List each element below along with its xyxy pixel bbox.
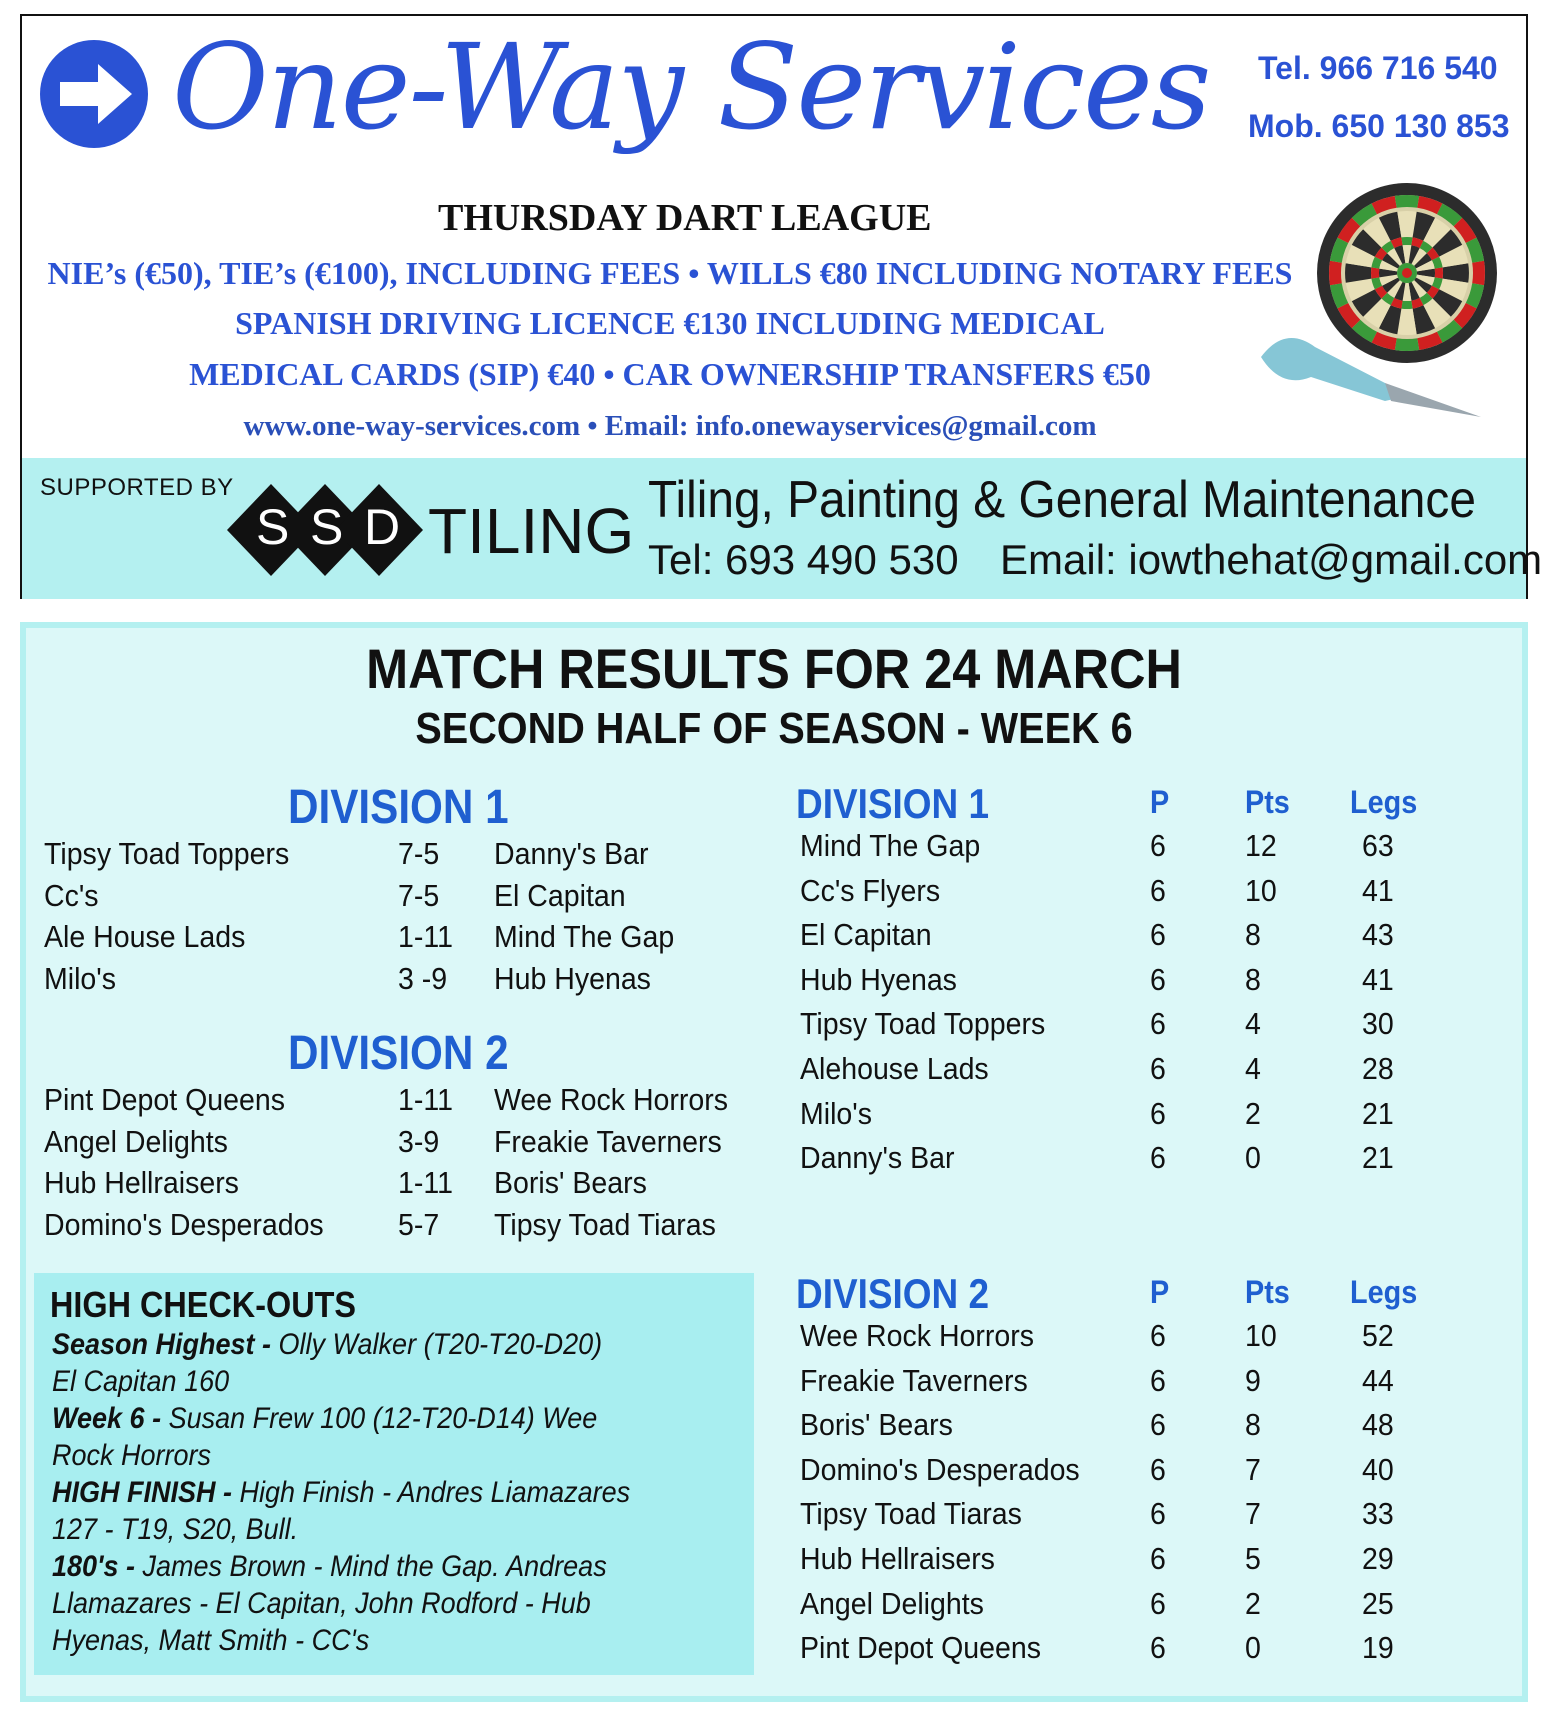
checkouts-title: HIGH CHECK-OUTS [50, 1284, 356, 1325]
match-away: El Capitan [494, 877, 626, 913]
team-name: Cc's Flyers [800, 872, 941, 908]
match-away: Tipsy Toad Tiaras [494, 1206, 716, 1242]
points: 5 [1245, 1541, 1261, 1576]
points: 8 [1245, 1407, 1261, 1443]
checkout-line [52, 1622, 369, 1659]
ssd-letter-2: S [310, 499, 344, 555]
match-score: 7-5 [398, 877, 440, 913]
checkout-text: James Brown - Mind the Gap. Andreas [142, 1550, 607, 1583]
checkout-line [52, 1474, 630, 1511]
legs: 41 [1362, 961, 1394, 997]
checkout-label: Week 6 - [52, 1402, 169, 1435]
checkout-label: HIGH FINISH - [52, 1476, 240, 1509]
div2-results-title: DIVISION 2 [288, 1027, 509, 1080]
checkout-text: High Finish - Andres Liamazares [239, 1476, 631, 1509]
team-name: Alehouse Lads [800, 1051, 989, 1086]
match-score: 1-11 [398, 919, 453, 954]
checkout-line [52, 1511, 298, 1548]
match-score: 7-5 [398, 836, 440, 871]
team-name: Wee Rock Horrors [800, 1318, 1035, 1353]
table-header: Legs [1350, 784, 1418, 820]
brand-name: One-Way Services [172, 18, 1210, 156]
sponsor-services: Tiling, Painting & General Maintenance [648, 471, 1476, 529]
table-title: DIVISION 2 [796, 1270, 990, 1317]
match-home: Milo's [44, 960, 117, 996]
checkout-line [52, 1363, 229, 1400]
team-name: Domino's Desperados [800, 1451, 1080, 1487]
checkout-line [52, 1585, 591, 1622]
ssd-letter-3: D [364, 499, 401, 555]
legs: 21 [1362, 1140, 1394, 1176]
played: 6 [1150, 1140, 1166, 1176]
checkout-text: 127 - T19, S20, Bull. [52, 1513, 299, 1546]
played: 6 [1150, 1362, 1166, 1398]
checkout-text: El Capitan 160 [52, 1365, 230, 1398]
checkout-text: Llamazares - El Capitan, John Rodford - Hub [52, 1587, 591, 1620]
match-home: Ale House Lads [44, 919, 246, 954]
legs: 21 [1362, 1095, 1394, 1131]
played: 6 [1150, 872, 1166, 908]
match-away: Mind The Gap [494, 919, 675, 954]
team-name: El Capitan [800, 917, 932, 953]
played: 6 [1150, 1541, 1166, 1576]
checkout-text: Susan Frew 100 (12-T20-D14) Wee [168, 1402, 598, 1435]
legs: 29 [1362, 1541, 1394, 1576]
checkout-text: Rock Horrors [52, 1439, 212, 1472]
points: 8 [1245, 961, 1261, 997]
web-email-line: www.one-way-services.com • Email: info.onewayservices@gmail.com [243, 410, 1097, 442]
match-home: Hub Hellraisers [44, 1165, 239, 1200]
match-away: Danny's Bar [494, 836, 649, 871]
table-header: Legs [1350, 1274, 1418, 1310]
team-name: Milo's [800, 1095, 873, 1131]
legs: 30 [1362, 1006, 1394, 1042]
points: 7 [1245, 1451, 1261, 1487]
played: 6 [1150, 1051, 1166, 1086]
legs: 43 [1362, 917, 1394, 953]
service-line-2: SPANISH DRIVING LICENCE €130 INCLUDING MEDICAL [235, 305, 1105, 341]
table-header: P [1150, 784, 1170, 820]
points: 2 [1245, 1095, 1261, 1131]
points: 9 [1245, 1362, 1261, 1398]
league-title: THURSDAY DART LEAGUE [438, 197, 932, 239]
service-line-1: NIE’s (€50), TIE’s (€100), INCLUDING FEES • WILLS €80 INCLUDING NOTARY FEES [47, 255, 1293, 291]
played: 6 [1150, 961, 1166, 997]
team-name: Pint Depot Queens [800, 1630, 1041, 1666]
supported-by-label: SUPPORTED BY [40, 474, 234, 501]
legs: 28 [1362, 1051, 1394, 1086]
checkout-text: Olly Walker (T20-T20-D20) [278, 1328, 603, 1361]
table-header: Pts [1245, 1274, 1290, 1310]
match-away: Hub Hyenas [494, 960, 651, 996]
checkout-label: Season Highest - [52, 1328, 279, 1361]
results-subtitle: SECOND HALF OF SEASON - WEEK 6 [415, 704, 1133, 753]
team-name: Hub Hyenas [800, 961, 957, 997]
team-name: Hub Hellraisers [800, 1541, 995, 1576]
match-away: Freakie Taverners [494, 1123, 722, 1159]
legs: 40 [1362, 1451, 1394, 1487]
team-name: Mind The Gap [800, 828, 981, 863]
arrow-logo-icon [40, 40, 148, 148]
points: 12 [1245, 828, 1277, 863]
points: 0 [1245, 1140, 1261, 1176]
match-home: Pint Depot Queens [44, 1082, 285, 1117]
legs: 41 [1362, 872, 1394, 908]
played: 6 [1150, 1451, 1166, 1487]
points: 7 [1245, 1496, 1261, 1532]
match-home: Domino's Desperados [44, 1206, 324, 1242]
checkout-label: 180's - [52, 1550, 143, 1583]
legs: 63 [1362, 828, 1394, 863]
sponsor-tel: Tel: 693 490 530 [648, 536, 959, 583]
points: 8 [1245, 917, 1261, 953]
match-score: 1-11 [398, 1082, 453, 1117]
played: 6 [1150, 1318, 1166, 1353]
brand-mobile: Mob. 650 130 853 [1248, 108, 1510, 144]
team-name: Freakie Taverners [800, 1362, 1028, 1398]
match-score: 1-11 [398, 1165, 453, 1200]
ssd-letter-1: S [256, 499, 290, 555]
legs: 25 [1362, 1585, 1394, 1621]
match-score: 3 -9 [398, 960, 448, 996]
team-name: Danny's Bar [800, 1140, 955, 1176]
match-away: Wee Rock Horrors [494, 1082, 729, 1117]
team-name: Angel Delights [800, 1585, 984, 1621]
table-title: DIVISION 1 [796, 780, 990, 827]
match-home: Angel Delights [44, 1123, 228, 1159]
legs: 33 [1362, 1496, 1394, 1532]
legs: 52 [1362, 1318, 1394, 1353]
legs: 48 [1362, 1407, 1394, 1443]
team-name: Tipsy Toad Toppers [800, 1006, 1046, 1042]
match-score: 3-9 [398, 1123, 440, 1159]
checkout-line [52, 1437, 211, 1474]
checkout-line [52, 1400, 597, 1437]
points: 10 [1245, 872, 1277, 908]
checkout-text: Hyenas, Matt Smith - CC's [52, 1624, 370, 1657]
tiling-word: TILING [428, 495, 635, 567]
table-header: P [1150, 1274, 1170, 1310]
played: 6 [1150, 1006, 1166, 1042]
played: 6 [1150, 1585, 1166, 1621]
match-score: 5-7 [398, 1206, 440, 1242]
checkout-line [52, 1326, 602, 1363]
points: 10 [1245, 1318, 1277, 1353]
played: 6 [1150, 1407, 1166, 1443]
brand-tel: Tel. 966 716 540 [1258, 50, 1498, 86]
played: 6 [1150, 1496, 1166, 1532]
service-line-3: MEDICAL CARDS (SIP) €40 • CAR OWNERSHIP TRANSFERS €50 [189, 356, 1151, 392]
legs: 19 [1362, 1630, 1394, 1666]
dartboard-icon [1245, 175, 1505, 435]
played: 6 [1150, 917, 1166, 953]
played: 6 [1150, 1095, 1166, 1131]
played: 6 [1150, 1630, 1166, 1666]
match-away: Boris' Bears [494, 1165, 647, 1200]
match-home: Tipsy Toad Toppers [44, 836, 290, 871]
points: 4 [1245, 1006, 1261, 1042]
points: 4 [1245, 1051, 1261, 1086]
match-home: Cc's [44, 877, 99, 913]
played: 6 [1150, 828, 1166, 863]
team-name: Tipsy Toad Tiaras [800, 1496, 1022, 1532]
points: 2 [1245, 1585, 1261, 1621]
results-title: MATCH RESULTS FOR 24 MARCH [366, 637, 1182, 700]
checkout-line [52, 1548, 607, 1585]
table-header: Pts [1245, 784, 1290, 820]
points: 0 [1245, 1630, 1261, 1666]
div1-results-title: DIVISION 1 [288, 781, 509, 834]
sponsor-email: Email: iowthehat@gmail.com [1000, 536, 1543, 583]
team-name: Boris' Bears [800, 1407, 953, 1443]
legs: 44 [1362, 1362, 1394, 1398]
